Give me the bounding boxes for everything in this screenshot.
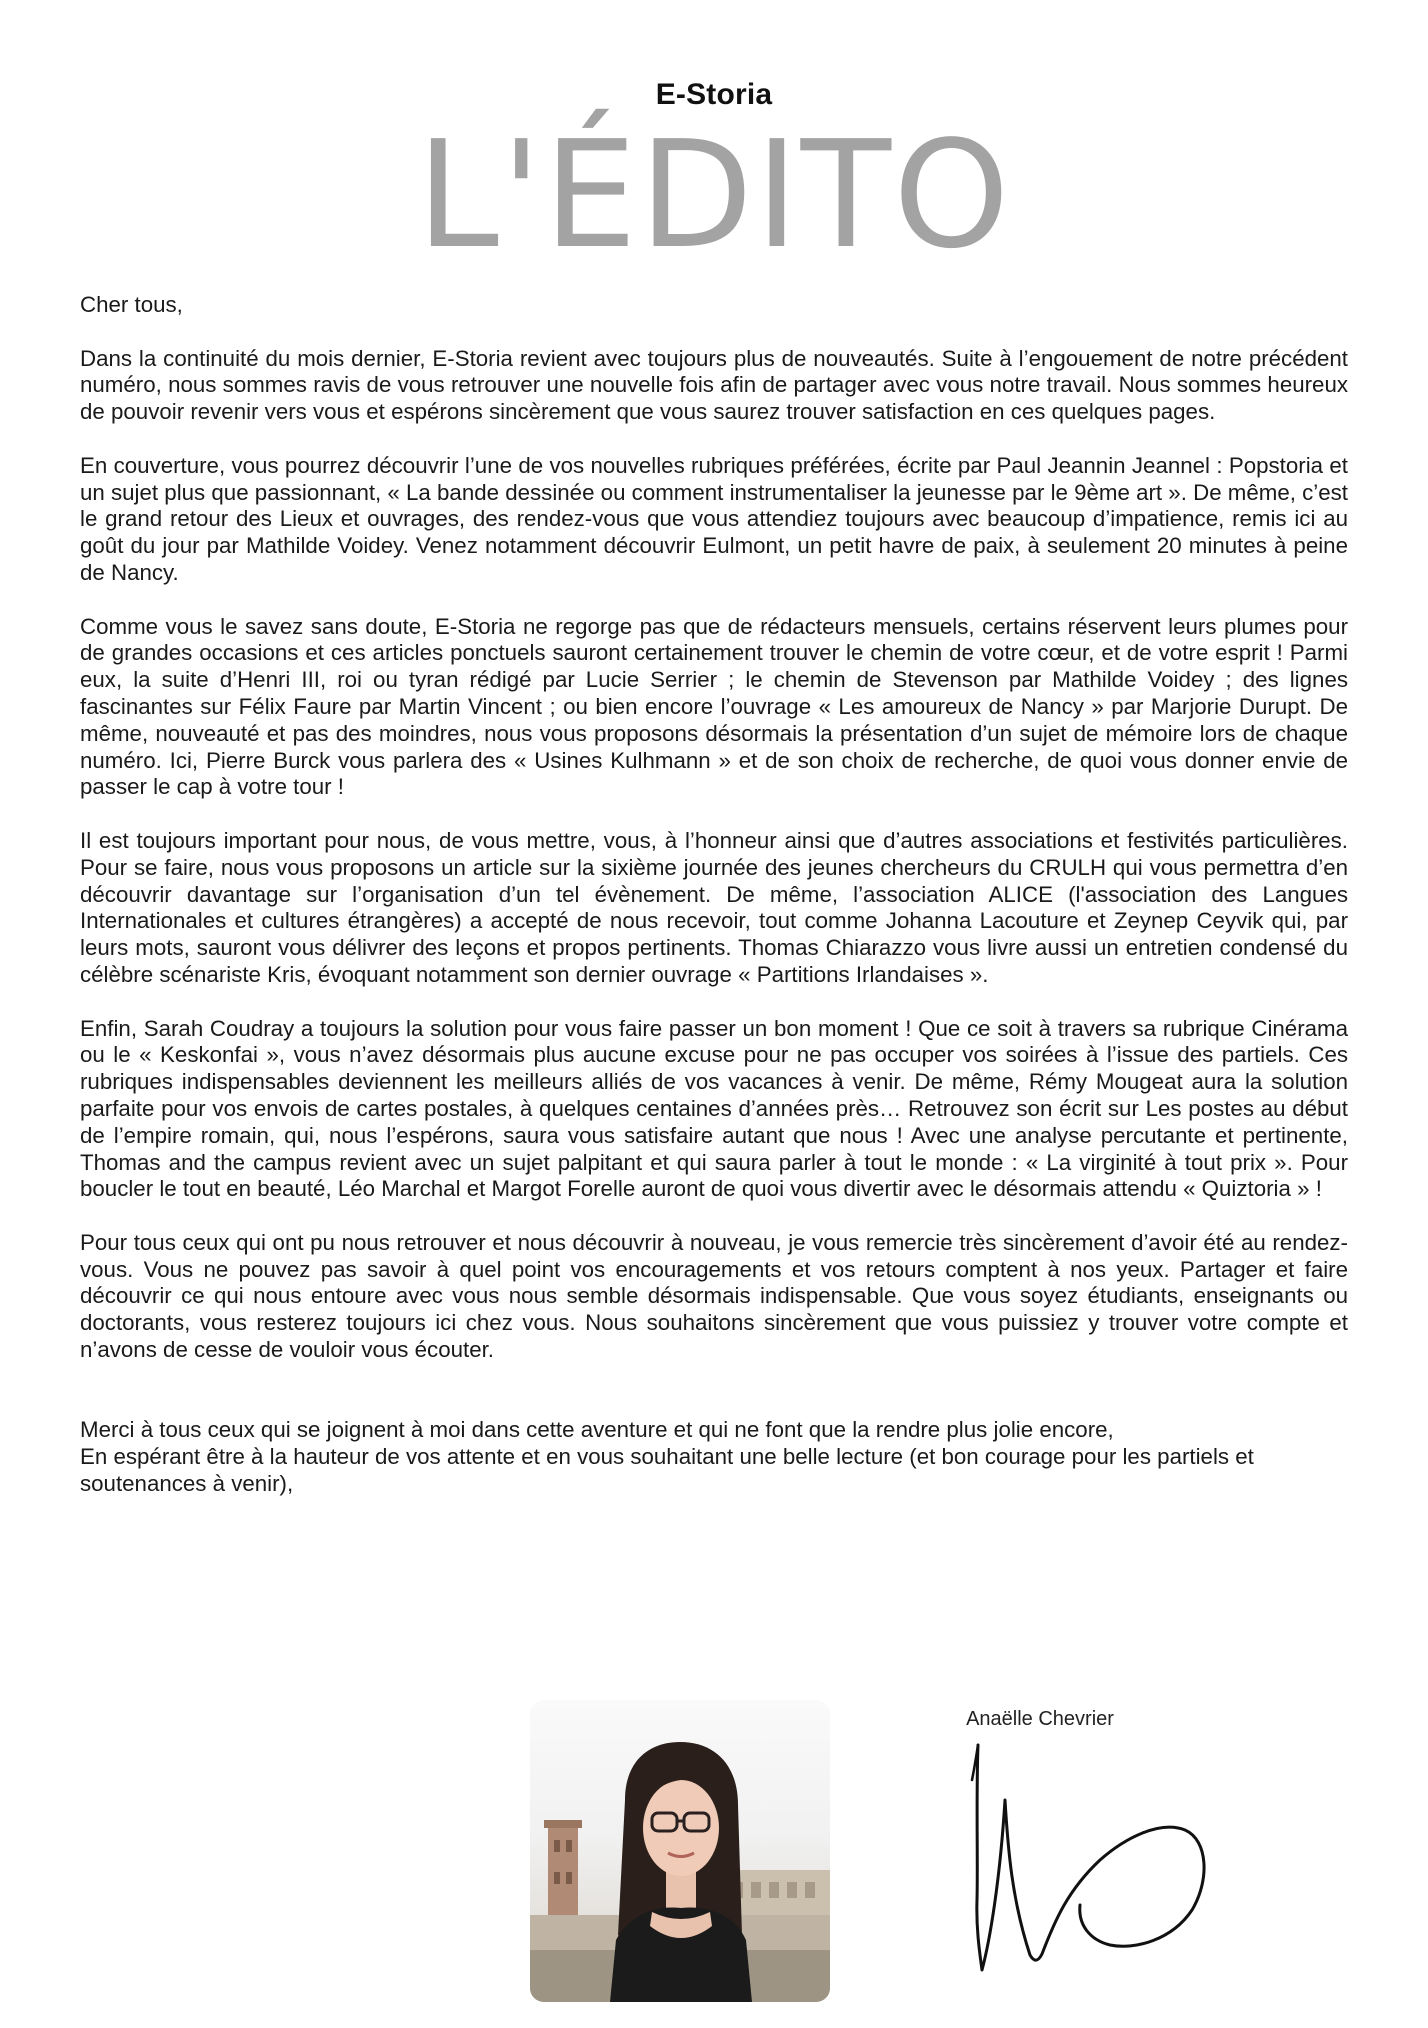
magazine-name: E-Storia	[655, 78, 773, 111]
salutation: Cher tous,	[80, 292, 183, 317]
handwritten-signature	[960, 1740, 1220, 1980]
editorial-body	[80, 292, 1348, 1498]
paragraph-cover: En couverture, vous pourrez découvrir l’une de vos nouvelles rubriques préférées, écrite par Paul Jeannin Jeannel : Popstoria et un sujet plus que passionnant, « La bande dessinée ou comment instrumentaliser la jeunesse par le 9ème art ». De même, c’est le grand retour des Lieux et ouvrages, des rendez-vous que vous attendiez toujours avec beaucoup d’impatience, remis ici au goût du jour par Mathilde Voidey. Venez notamment découvrir Eulmont, un petit havre de paix, à seulement 20 minutes à peine de Nancy.	[80, 452, 1348, 585]
closing-line-2: En espérant être à la hauteur de vos attente et en vous souhaitant une belle lecture (et bon courage pour les partiels et soutenances à venir),	[80, 1444, 1254, 1497]
paragraph-contributors: Comme vous le savez sans doute, E-Storia ne regorge pas que de rédacteurs mensuels, certains réservent leurs plumes pour de grandes occasions et ces articles ponctuels sauront certainement trouver le chemin de votre cœur, et de votre esprit ! Parmi eux, la suite d’Henri III, roi ou tyran rédigé par Lucie Serrier ; le chemin de Stevenson par Mathilde Voidey ; des lignes fascinantes sur Félix Faure par Martin Vincent ; ou bien encore l’ouvrage « Les amoureux de Nancy » par Marjorie Durupt. De même, nouveauté et pas des moindres, nous vous proposons désormais la présentation d’un sujet de mémoire lors de chaque numéro. Ici, Pierre Burck vous parlera des « Usines Kulhmann » et de son choix de recherche, de quoi vous donner envie de passer le cap à votre tour !	[80, 613, 1348, 800]
paragraph-thanks: Pour tous ceux qui ont pu nous retrouver et nous découvrir à nouveau, je vous remercie très sincèrement d’avoir été au rendez-vous. Vous ne pouvez pas savoir à quel point vos encouragements et vos retours comptent à nos yeux. Partager et faire découvrir ce qui nous entoure avec vous nous semble désormais indispensable. Que vous soyez étudiants, enseignants ou doctorants, vous resterez toujours ici chez vous. Nous souhaitons sincèrement que vous puissiez y trouver votre compte et n’avons de cesse de vouloir vous écouter.	[80, 1229, 1348, 1363]
paragraph-associations: Il est toujours important pour nous, de vous mettre, vous, à l’honneur ainsi que d’autres associations et festivités particulières. Pour se faire, nous vous proposons un article sur la sixième journée des jeunes chercheurs du CRULH qui vous permettra d’en découvrir davantage sur l’organisation d’un tel évènement. De même, l’association ALICE (l'association des Langues Internationales et cultures étrangères) a accepté de nous recevoir, tout comme Johanna Lacouture et Zeynep Ceyvik qui, par leurs mots, sauront vous délivrer des leçons et propos pertinents. Thomas Chiarazzo vous livre aussi un entretien condensé du célèbre scénariste Kris, évoquant notamment son dernier ouvrage « Partitions Irlandaises ».	[80, 827, 1348, 987]
paragraph-columns: Enfin, Sarah Coudray a toujours la solution pour vous faire passer un bon moment ! Que ce soit à travers sa rubrique Cinérama ou le « Keskonfai », vous n’avez désormais plus aucune excuse pour ne pas occuper vos soirées à l’issue des partiels. Ces rubriques indispensables deviennent les meilleurs alliés de vos vacances à venir. De même, Rémy Mougeat aura la solution parfaite pour vos envois de cartes postales, à quelques centaines d’années près… Retrouvez son écrit sur Les postes au début de l’empire romain, qui, nous l’espérons, saura vous satisfaire autant que nous ! Avec une analyse percutante et pertinente, Thomas and the campus revient avec un sujet palpitant et qui saura parler à tout le monde : « La virginité à tout prix ». Pour boucler le tout en beauté, Léo Marchal et Margot Forelle auront de quoi vous divertir avec le désormais attendu « Quiztoria » !	[80, 1015, 1348, 1202]
page-title: L'ÉDITO	[416, 109, 1012, 281]
signer-name: Anaëlle Chevrier	[966, 1708, 1114, 1730]
closing-line-1: Merci à tous ceux qui se joignent à moi dans cette aventure et qui ne font que la rendre plus jolie encore,	[80, 1417, 1114, 1443]
paragraph-intro: Dans la continuité du mois dernier, E-Storia revient avec toujours plus de nouveautés. Suite à l’engouement de notre précédent numéro, nous sommes ravis de vous retrouver une nouvelle fois afin de partager avec vous notre travail. Nous sommes heureux de pouvoir revenir vers vous et espérons sincèrement que vous saurez trouver satisfaction en ces quelques pages.	[80, 345, 1348, 425]
author-photo	[530, 1700, 830, 2002]
